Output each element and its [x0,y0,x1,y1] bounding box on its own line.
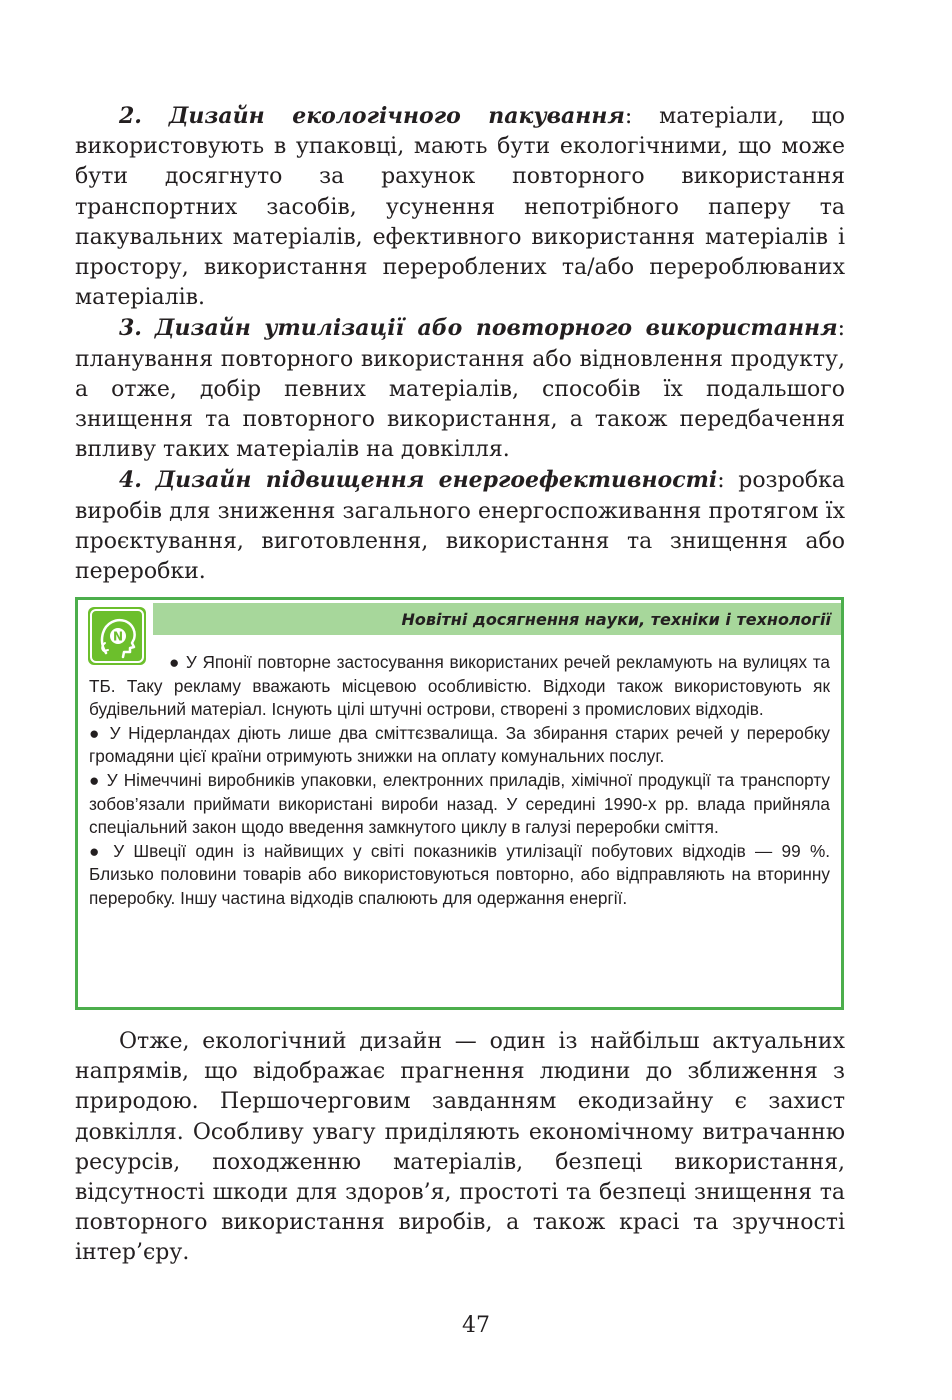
fact-germany: ● У Німеччині виробників упаковки, електронних приладів, хімічної продукції та транспорту зобов’язали приймати використані вироби назад. У середині 1990-х рр. влада прийняла спеціальний закон щодо введення замкнутого циклу в галузі переробки сміття. [89,769,830,838]
paragraph-packaging-design [75,101,845,313]
paragraph-recycling-design [75,313,845,465]
design-types-section [75,101,845,587]
item-heading: Дизайн екологічного пакування [168,103,625,129]
item-number: 4. [119,467,142,494]
box-content [89,651,830,911]
item-number: 3. [119,315,142,342]
item-number: 2. [119,103,142,129]
item-heading: Дизайн утилізації або повторного використання [154,315,838,342]
item-body: : розробка виробів для зниження загального енергоспоживання протягом їх проєктування, виготовлення, використання та знищення або переробки. [75,468,845,585]
page-number: 47 [462,1313,490,1338]
logo-letter: N [112,629,124,644]
item-body: : матеріали, що використовують в упаковці, мають бути екологічними, що може бути досягнуто за рахунок повторного використання транспортних засобів, усунення непотрібного паперу та пакувальних матеріалів, ефективного використання матеріалів і простору, використання перероблених та/або перероблюваних матеріалів. [75,104,845,311]
fact-netherlands: ● У Нідерландах діють лише два сміттєзвалища. За збирання старих речей у переробку громадяни цієї країни отримують знижки на оплату комунальних послуг. [89,722,830,767]
paragraph-energy-efficiency-design [75,465,845,587]
science-achievements-box [75,597,844,1010]
fact-sweden: ● У Швеції один із найвищих у світі показників утилізації побутових відходів — 99 %. Близько половини товарів або використовуються повторно, або відправляють на вторинну переробку. Іншу частина відходів спалюють для одержання енергії. [89,840,830,908]
conclusion-paragraph: Отже, екологічний дизайн — один із найбільш актуальних напрямів, що відображає прагнення людини до зближення з природою. Першочерговим завданням екодизайну є захист довкілля. Особливу увагу приділяють економічному витрачанню ресурсів, походженню матеріалів, безпеці використання, відсутності шкоди для здоров’я, простоті та безпеці знищення та повторного використання виробів, а також красі та зручності інтер’єру. [75,1029,845,1266]
fact-japan: ● У Японії повторне застосування використаних речей рекламують на вулицях та ТБ. Таку рекламу вважають місцевою особливістю. Відходи також використовують як будівельний матеріал. Існують цілі штучні острови, створені з промислових відходів. [89,652,830,720]
conclusion-section [75,1027,845,1269]
box-header [153,603,841,635]
item-body: : планування повторного використання або відновлення продукту, а отже, добір певних матеріалів, способів їх подальшого знищення та повторного використання, а також передбачення впливу таких матеріалів на довкілля. [75,316,845,463]
box-title: Новітні досягнення науки, техніки і технології [401,610,831,629]
item-heading: Дизайн підвищення енергоефективності [155,467,718,494]
